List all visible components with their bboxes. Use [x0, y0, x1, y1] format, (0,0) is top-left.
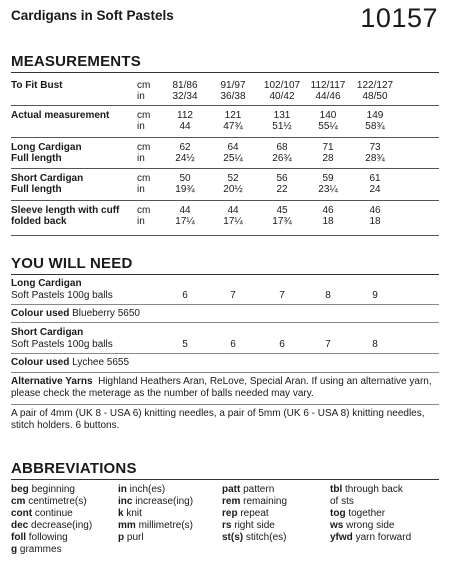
colour-value: Blueberry 5650	[72, 308, 140, 319]
size-value: 62	[179, 142, 191, 153]
ball-count: 8	[325, 290, 331, 301]
ball-count: 6	[182, 290, 188, 301]
size-value: 51½	[272, 121, 292, 132]
row-label: Sleeve length with cuff	[11, 205, 120, 216]
abbreviation-item	[118, 532, 144, 543]
ball-count: 8	[372, 339, 378, 350]
size-value: 26¾	[272, 153, 292, 164]
abbreviation-term: inc	[118, 496, 133, 507]
divider	[11, 479, 439, 480]
abbreviation-item	[11, 532, 68, 543]
divider	[11, 168, 439, 169]
size-value: 17¾	[272, 216, 292, 227]
size-value: 28¾	[365, 153, 385, 164]
abbreviation-meaning: beginning	[31, 484, 75, 495]
abbreviation-term: g	[11, 544, 18, 555]
size-value: 68	[276, 142, 288, 153]
size-value: 52	[227, 173, 239, 184]
abbreviation-meaning: together	[348, 508, 386, 519]
size-value: 46	[369, 205, 381, 216]
size-value: 91/97	[220, 80, 246, 91]
alt-label: Alternative Yarns	[11, 376, 93, 387]
size-value: 121	[224, 110, 242, 121]
unit-label: in	[137, 91, 145, 102]
divider	[11, 72, 439, 73]
ball-count: 7	[230, 290, 236, 301]
ball-count: 5	[182, 339, 188, 350]
abbreviation-term: ws	[330, 520, 344, 531]
abbreviation-term: tog	[330, 508, 346, 519]
abbreviation-term: beg	[11, 484, 29, 495]
divider	[11, 353, 439, 354]
abbreviation-meaning: knit	[126, 508, 142, 519]
abbreviation-meaning: centimetre(s)	[28, 496, 87, 507]
abbreviation-item	[118, 496, 193, 507]
size-value: 48/50	[362, 91, 388, 102]
abbreviation-term: p	[118, 532, 125, 543]
row-label: Full length	[11, 153, 62, 164]
short-cardigan-title: Short Cardigan	[11, 327, 84, 338]
needles-notions: A pair of 4mm (UK 8 - USA 6) knitting needles, a pair of 5mm (UK 6 - USA 8) knitting needles, stitch holders. 6 buttons.	[11, 408, 425, 431]
pattern-number: 10157	[360, 3, 438, 33]
abbreviation-term: mm	[118, 520, 136, 531]
abbreviation-item	[330, 496, 354, 507]
size-value: 17¼	[175, 216, 195, 227]
divider	[11, 372, 439, 373]
abbreviation-item	[330, 532, 411, 543]
abbreviation-item	[222, 520, 275, 531]
row-label: Actual measurement	[11, 110, 110, 121]
size-value: 44	[179, 121, 191, 132]
size-value: 61	[369, 173, 381, 184]
row-label: Full length	[11, 184, 62, 195]
abbreviation-term: yfwd	[330, 532, 353, 543]
divider	[11, 235, 439, 236]
size-value: 44	[227, 205, 239, 216]
unit-label: in	[137, 184, 145, 195]
abbreviation-meaning: yarn forward	[355, 532, 412, 543]
size-value: 17¼	[223, 216, 243, 227]
abbreviation-meaning: pattern	[243, 484, 275, 495]
size-value: 19¾	[175, 184, 195, 195]
size-value: 22	[276, 184, 288, 195]
row-label: Long Cardigan	[11, 142, 82, 153]
divider	[11, 200, 439, 201]
size-value: 20½	[223, 184, 243, 195]
size-value: 64	[227, 142, 239, 153]
you-will-need-heading: YOU WILL NEED	[11, 255, 133, 272]
unit-label: in	[137, 121, 145, 132]
abbreviation-item	[118, 520, 193, 531]
abbreviation-term: patt	[222, 484, 241, 495]
abbreviation-meaning: of sts	[330, 496, 354, 507]
size-value: 18	[322, 216, 334, 227]
divider	[11, 137, 439, 138]
abbreviation-item	[11, 520, 92, 531]
alt-text: Highland Heathers Aran, ReLove, Special Aran. If using an alternative yarn, please check the meterage as the number of balls needed may vary.	[11, 376, 432, 399]
size-value: 71	[322, 142, 334, 153]
abbreviation-item	[118, 508, 142, 519]
size-value: 58¾	[365, 121, 385, 132]
abbreviation-item	[222, 496, 287, 507]
size-value: 47¾	[223, 121, 243, 132]
abbreviation-item	[330, 520, 394, 531]
abbreviation-term: st(s)	[222, 532, 244, 543]
abbreviation-item	[11, 508, 73, 519]
abbreviation-term: in	[118, 484, 127, 495]
size-value: 24	[369, 184, 381, 195]
colour-label: Colour used	[11, 308, 70, 319]
abbreviation-item	[222, 484, 274, 495]
size-value: 28	[322, 153, 334, 164]
abbreviation-item	[11, 484, 75, 495]
abbreviation-item	[330, 484, 403, 495]
row-label: Short Cardigan	[11, 173, 84, 184]
long-yarn-label: Soft Pastels 100g balls	[11, 290, 113, 301]
size-value: 56	[276, 173, 288, 184]
abbreviation-item	[118, 484, 165, 495]
size-value: 25¼	[223, 153, 243, 164]
page-title: Cardigans in Soft Pastels	[11, 8, 174, 23]
size-value: 24½	[175, 153, 195, 164]
abbreviation-meaning: grammes	[19, 544, 62, 555]
size-value: 36/38	[220, 91, 246, 102]
ball-count: 7	[325, 339, 331, 350]
unit-label: in	[137, 216, 145, 227]
abbreviation-meaning: through back	[345, 484, 403, 495]
divider	[11, 404, 439, 405]
unit-label: cm	[137, 205, 151, 216]
ball-count: 6	[279, 339, 285, 350]
ball-count: 9	[372, 290, 378, 301]
size-value: 112	[177, 110, 193, 121]
size-value: 55¼	[318, 121, 338, 132]
abbreviation-item	[11, 496, 87, 507]
row-label: folded back	[11, 216, 67, 227]
size-value: 59	[322, 173, 334, 184]
long-colour	[11, 308, 140, 319]
abbreviation-meaning: right side	[234, 520, 275, 531]
long-cardigan-title: Long Cardigan	[11, 278, 82, 289]
abbreviation-term: rs	[222, 520, 232, 531]
unit-label: cm	[137, 173, 151, 184]
size-value: 18	[369, 216, 381, 227]
size-value: 140	[319, 110, 337, 121]
size-value: 73	[369, 142, 381, 153]
colour-label: Colour used	[11, 357, 70, 368]
abbreviation-meaning: increase(ing)	[135, 496, 194, 507]
unit-label: cm	[137, 142, 151, 153]
abbreviation-item	[222, 532, 286, 543]
abbreviation-meaning: inch(es)	[129, 484, 166, 495]
abbreviation-term: foll	[11, 532, 26, 543]
abbreviation-item	[11, 544, 62, 555]
abbreviation-meaning: wrong side	[346, 520, 395, 531]
abbreviation-term: rem	[222, 496, 241, 507]
alternative-yarns	[11, 376, 441, 400]
colour-value: Lychee 5655	[72, 357, 130, 368]
divider	[11, 304, 439, 305]
abbreviation-item	[330, 508, 385, 519]
short-yarn-label: Soft Pastels 100g balls	[11, 339, 113, 350]
short-colour	[11, 357, 129, 368]
abbreviation-meaning: stitch(es)	[245, 532, 287, 543]
abbreviation-meaning: remaining	[243, 496, 288, 507]
size-value: 122/127	[356, 80, 394, 91]
size-value: 46	[322, 205, 334, 216]
size-value: 32/34	[172, 91, 198, 102]
abbreviation-term: cm	[11, 496, 26, 507]
row-label: To Fit Bust	[11, 80, 63, 91]
abbreviation-term: cont	[11, 508, 33, 519]
size-value: 45	[276, 205, 288, 216]
abbreviation-meaning: purl	[126, 532, 144, 543]
abbreviation-item	[222, 508, 269, 519]
abbreviation-meaning: millimetre(s)	[138, 520, 194, 531]
size-value: 40/42	[269, 91, 295, 102]
size-value: 149	[366, 110, 384, 121]
measurements-heading: MEASUREMENTS	[11, 53, 141, 70]
abbreviation-term: tbl	[330, 484, 343, 495]
abbreviation-meaning: continue	[34, 508, 73, 519]
size-value: 44/46	[315, 91, 341, 102]
unit-label: cm	[137, 80, 151, 91]
abbreviations-heading: ABBREVIATIONS	[11, 460, 137, 477]
divider	[11, 274, 439, 275]
abbreviation-term: rep	[222, 508, 238, 519]
ball-count: 6	[230, 339, 236, 350]
abbreviation-term: dec	[11, 520, 29, 531]
unit-label: cm	[137, 110, 151, 121]
divider	[11, 105, 439, 106]
divider	[11, 322, 439, 323]
size-value: 23¼	[318, 184, 338, 195]
size-value: 50	[179, 173, 191, 184]
size-value: 44	[179, 205, 191, 216]
abbreviation-term: k	[118, 508, 124, 519]
size-value: 102/107	[263, 80, 301, 91]
size-value: 81/86	[172, 80, 198, 91]
abbreviation-meaning: following	[28, 532, 68, 543]
size-value: 131	[273, 110, 291, 121]
abbreviation-meaning: decrease(ing)	[31, 520, 93, 531]
unit-label: in	[137, 153, 145, 164]
abbreviation-meaning: repeat	[240, 508, 269, 519]
ball-count: 7	[279, 290, 285, 301]
size-value: 112/117	[310, 80, 346, 91]
